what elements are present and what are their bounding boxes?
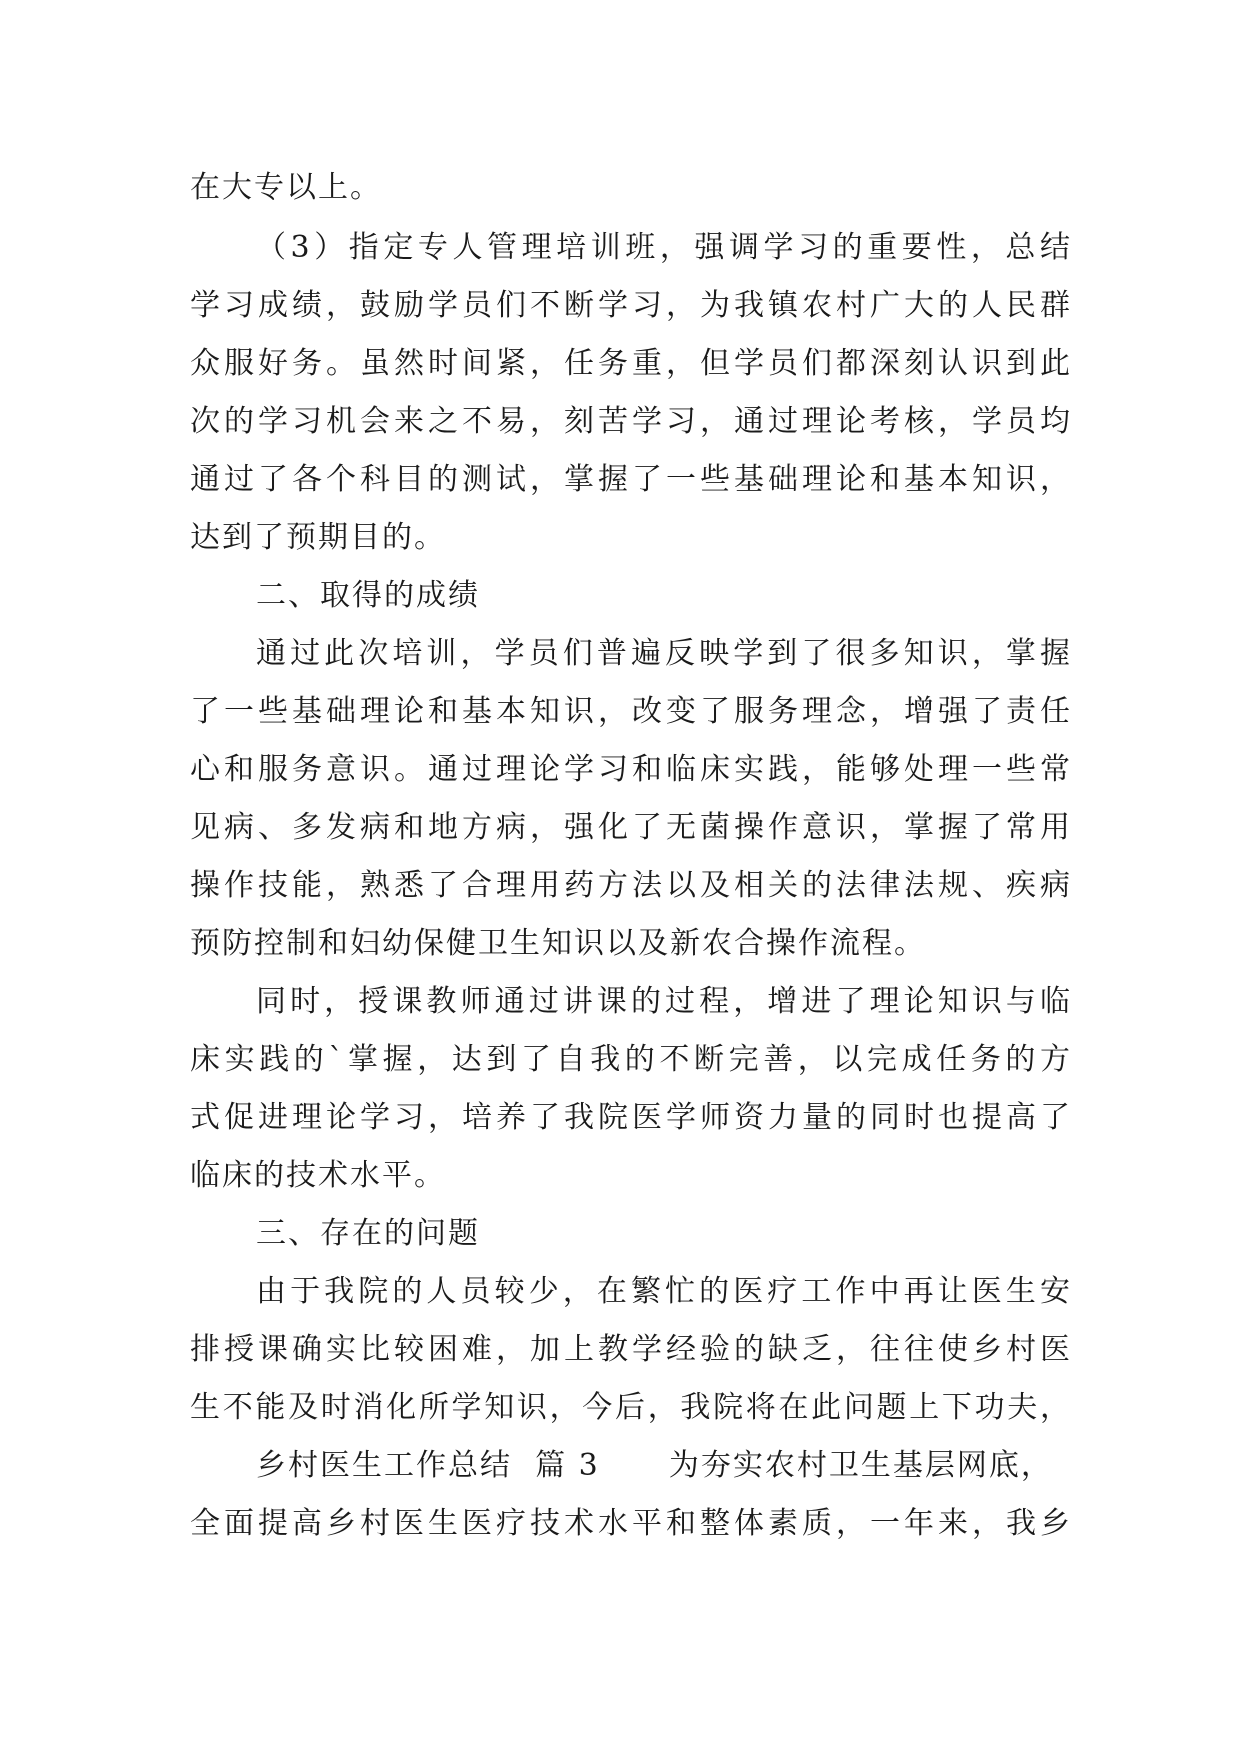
text-line: 由于我院的人员较少，在繁忙的医疗工作中再让医生安 — [256, 1274, 1070, 1309]
text-line: 生不能及时消化所学知识，今后，我院将在此问题上下功夫， — [190, 1390, 1070, 1425]
text-line: 乡村医生工作总结 篇 3 为夯实农村卫生基层网底， — [256, 1448, 1053, 1483]
section-heading: 三、存在的问题 — [256, 1216, 480, 1251]
text-line: 在大专以上。 — [190, 170, 382, 205]
text-line: 排授课确实比较困难，加上教学经验的缺乏，往往使乡村医 — [190, 1332, 1070, 1367]
text-line: 床实践的`掌握，达到了自我的不断完善，以完成任务的方 — [190, 1042, 1070, 1077]
text-line: 众服好务。虽然时间紧，任务重，但学员们都深刻认识到此 — [190, 346, 1070, 381]
text-line: 次的学习机会来之不易，刻苦学习，通过理论考核，学员均 — [190, 404, 1070, 439]
text-line: 全面提高乡村医生医疗技术水平和整体素质，一年来，我乡 — [190, 1506, 1070, 1541]
text-line: 心和服务意识。通过理论学习和临床实践，能够处理一些常 — [190, 752, 1070, 787]
text-line: 操作技能，熟悉了合理用药方法以及相关的法律法规、疾病 — [190, 868, 1070, 903]
text-line: 达到了预期目的。 — [190, 520, 446, 555]
text-line: 了一些基础理论和基本知识，改变了服务理念，增强了责任 — [190, 694, 1070, 729]
text-line: 同时，授课教师通过讲课的过程，增进了理论知识与临 — [256, 984, 1070, 1019]
text-line: 学习成绩，鼓励学员们不断学习，为我镇农村广大的人民群 — [190, 288, 1070, 323]
text-line: 预防控制和妇幼保健卫生知识以及新农合操作流程。 — [190, 926, 926, 961]
text-line: 见病、多发病和地方病，强化了无菌操作意识，掌握了常用 — [190, 810, 1070, 845]
text-line: 通过此次培训，学员们普遍反映学到了很多知识，掌握 — [256, 636, 1070, 671]
text-line: 通过了各个科目的测试，掌握了一些基础理论和基本知识， — [190, 462, 1070, 497]
text-line: （3）指定专人管理培训班，强调学习的重要性，总结 — [256, 230, 1070, 265]
section-heading: 二、取得的成绩 — [256, 578, 480, 613]
text-line: 临床的技术水平。 — [190, 1158, 446, 1193]
text-line: 式促进理论学习，培养了我院医学师资力量的同时也提高了 — [190, 1100, 1070, 1135]
